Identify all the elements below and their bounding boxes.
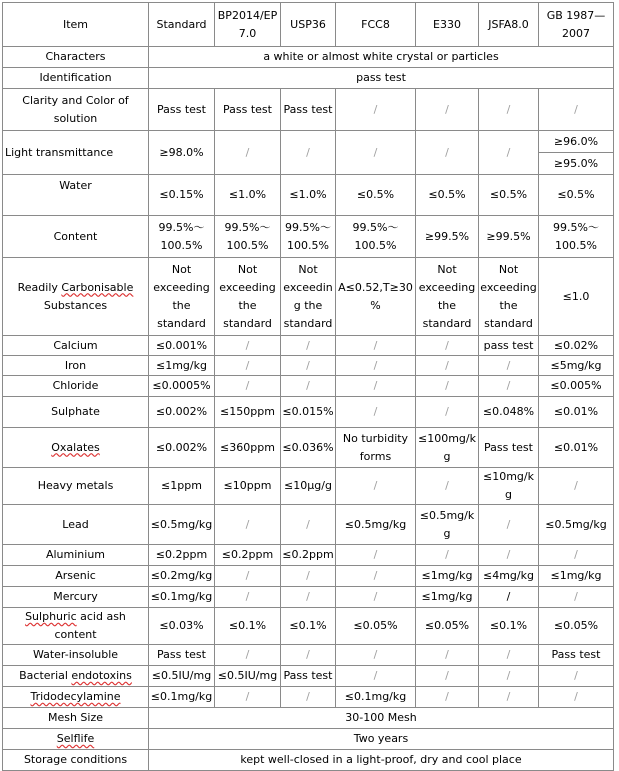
- cell-fcc: /: [336, 89, 416, 131]
- label: Calcium: [3, 336, 149, 356]
- cell-bp: /: [215, 336, 281, 356]
- cell-usp: /: [281, 587, 336, 608]
- label: Mercury: [3, 587, 149, 608]
- cell-bp: /: [215, 566, 281, 587]
- cell-fcc: ≤0.5%: [336, 175, 416, 216]
- label: Water: [3, 175, 149, 216]
- cell-e330: ≤100mg/k g: [416, 428, 479, 468]
- cell-usp: Pass test: [281, 666, 336, 687]
- header-row: [3, 3, 614, 47]
- cell-e330: /: [416, 356, 479, 376]
- cell-gb: /: [539, 666, 614, 687]
- cell-gb: ≤0.02%: [539, 336, 614, 356]
- cell-usp: ≤0.015%: [281, 397, 336, 428]
- label: Characters: [3, 47, 149, 68]
- cell-bp: ≤360ppm: [215, 428, 281, 468]
- value: Two years: [149, 729, 614, 750]
- cell-jsfa: /: [479, 666, 539, 687]
- cell-jsfa: /: [479, 131, 539, 175]
- cell-standard: Pass test: [149, 89, 215, 131]
- row-characters: [3, 47, 614, 68]
- cell-e330: /: [416, 336, 479, 356]
- cell-jsfa: ≤0.1%: [479, 608, 539, 645]
- row-clarity: [3, 89, 614, 131]
- cell-usp: /: [281, 131, 336, 175]
- cell-e330: /: [416, 131, 479, 175]
- label: Mesh Size: [3, 708, 149, 729]
- cell-gb-1: ≥96.0%: [539, 131, 614, 153]
- header-bp: BP2014/EP 7.0: [215, 3, 281, 47]
- value: 30-100 Mesh: [149, 708, 614, 729]
- cell-bp: /: [215, 376, 281, 397]
- cell-fcc: /: [336, 645, 416, 666]
- row-lead: [3, 505, 614, 545]
- cell-gb: /: [539, 587, 614, 608]
- cell-jsfa: /: [479, 505, 539, 545]
- cell-gb: ≤0.01%: [539, 397, 614, 428]
- specification-table: [2, 2, 614, 771]
- cell-gb: ≤0.5mg/kg: [539, 505, 614, 545]
- cell-usp: /: [281, 356, 336, 376]
- row-arsenic: [3, 566, 614, 587]
- cell-bp: ≤10ppm: [215, 468, 281, 505]
- cell-standard: ≤0.002%: [149, 397, 215, 428]
- label: [3, 258, 149, 336]
- cell-bp: /: [215, 356, 281, 376]
- cell-fcc: 99.5%～ 100.5%: [336, 216, 416, 258]
- cell-e330: /: [416, 666, 479, 687]
- cell-gb-2: ≥95.0%: [539, 153, 614, 175]
- cell-standard: ≤0.001%: [149, 336, 215, 356]
- cell-standard: ≤0.1mg/kg: [149, 587, 215, 608]
- cell-gb: 99.5%～ 100.5%: [539, 216, 614, 258]
- cell-e330: ≥99.5%: [416, 216, 479, 258]
- cell-jsfa: ≤10mg/kg: [479, 468, 539, 505]
- cell-bp: /: [215, 131, 281, 175]
- cell-gb: ≤0.05%: [539, 608, 614, 645]
- cell-standard: ≤0.15%: [149, 175, 215, 216]
- label: [3, 666, 149, 687]
- cell-standard: ≤0.0005%: [149, 376, 215, 397]
- cell-usp: ≤10μg/g: [281, 468, 336, 505]
- cell-standard: ≤0.5IU/mg: [149, 666, 215, 687]
- label: Iron: [3, 356, 149, 376]
- cell-bp: /: [215, 645, 281, 666]
- header-usp: USP36: [281, 3, 336, 47]
- cell-fcc: /: [336, 566, 416, 587]
- cell-bp: /: [215, 587, 281, 608]
- cell-standard: ≤1mg/kg: [149, 356, 215, 376]
- header-jsfa: JSFA8.0: [479, 3, 539, 47]
- cell-e330: /: [416, 89, 479, 131]
- cell-e330: /: [416, 687, 479, 708]
- cell-jsfa: pass test: [479, 336, 539, 356]
- cell-fcc: A≤0.52,T≥30 %: [336, 258, 416, 336]
- cell-bp: 99.5%～ 100.5%: [215, 216, 281, 258]
- cell-usp: 99.5%～ 100.5%: [281, 216, 336, 258]
- cell-jsfa: ≤0.5%: [479, 175, 539, 216]
- row-content: [3, 216, 614, 258]
- label-part: Sulphuric: [25, 610, 77, 623]
- cell-fcc: /: [336, 545, 416, 566]
- cell-bp: /: [215, 687, 281, 708]
- row-water-insoluble: [3, 645, 614, 666]
- header-gb: GB 1987—2007: [539, 3, 614, 47]
- row-carbonisable: [3, 258, 614, 336]
- cell-jsfa: /: [479, 545, 539, 566]
- cell-usp: ≤0.1%: [281, 608, 336, 645]
- cell-jsfa: /: [479, 587, 539, 608]
- cell-e330: /: [416, 545, 479, 566]
- row-iron: [3, 356, 614, 376]
- row-storage: [3, 750, 614, 771]
- row-sulphate: [3, 397, 614, 428]
- label: Identification: [3, 68, 149, 89]
- label: Selflife: [3, 729, 149, 750]
- cell-e330: /: [416, 468, 479, 505]
- cell-jsfa: /: [479, 687, 539, 708]
- cell-usp: /: [281, 687, 336, 708]
- cell-jsfa: /: [479, 645, 539, 666]
- cell-standard: ≤0.1mg/kg: [149, 687, 215, 708]
- row-oxalates: [3, 428, 614, 468]
- row-water: [3, 175, 614, 216]
- header-fcc: FCC8: [336, 3, 416, 47]
- cell-gb: ≤0.005%: [539, 376, 614, 397]
- header-standard: Standard: [149, 3, 215, 47]
- cell-gb: ≤1.0: [539, 258, 614, 336]
- cell-fcc: /: [336, 666, 416, 687]
- cell-usp: ≤0.2ppm: [281, 545, 336, 566]
- cell-e330: /: [416, 397, 479, 428]
- cell-usp: ≤1.0%: [281, 175, 336, 216]
- label: Clarity and Color of solution: [3, 89, 149, 131]
- cell-bp: ≤1.0%: [215, 175, 281, 216]
- cell-fcc: ≤0.5mg/kg: [336, 505, 416, 545]
- value: a white or almost white crystal or particles: [149, 47, 614, 68]
- label: Light transmittance: [3, 131, 149, 175]
- row-selflife: [3, 729, 614, 750]
- cell-usp: /: [281, 566, 336, 587]
- cell-jsfa: /: [479, 356, 539, 376]
- cell-e330: ≤0.05%: [416, 608, 479, 645]
- row-endotoxins: [3, 666, 614, 687]
- label: Chloride: [3, 376, 149, 397]
- row-mercury: [3, 587, 614, 608]
- label: Lead: [3, 505, 149, 545]
- row-heavy-metals: [3, 468, 614, 505]
- cell-jsfa: /: [479, 376, 539, 397]
- cell-standard: ≤0.03%: [149, 608, 215, 645]
- label: Content: [3, 216, 149, 258]
- cell-fcc: /: [336, 356, 416, 376]
- cell-fcc: /: [336, 131, 416, 175]
- cell-standard: ≥98.0%: [149, 131, 215, 175]
- row-calcium: [3, 336, 614, 356]
- cell-standard: ≤0.2ppm: [149, 545, 215, 566]
- cell-fcc: /: [336, 587, 416, 608]
- cell-gb: ≤0.5%: [539, 175, 614, 216]
- cell-jsfa: ≥99.5%: [479, 216, 539, 258]
- header-item: Item: [3, 3, 149, 47]
- cell-usp: Pass test: [281, 89, 336, 131]
- row-tridodecylamine: [3, 687, 614, 708]
- cell-jsfa: ≤0.048%: [479, 397, 539, 428]
- cell-bp: Pass test: [215, 89, 281, 131]
- cell-fcc: ≤0.05%: [336, 608, 416, 645]
- label-part: Carbonisable: [61, 280, 134, 294]
- cell-fcc: ≤0.1mg/kg: [336, 687, 416, 708]
- cell-fcc: /: [336, 336, 416, 356]
- label: [3, 608, 149, 645]
- cell-e330: Not exceeding the standard: [416, 258, 479, 336]
- cell-fcc: /: [336, 397, 416, 428]
- cell-standard: 99.5%～ 100.5%: [149, 216, 215, 258]
- cell-usp: ≤0.036%: [281, 428, 336, 468]
- cell-e330: /: [416, 376, 479, 397]
- cell-usp: /: [281, 336, 336, 356]
- label: Storage conditions: [3, 750, 149, 771]
- label-part: Readily: [17, 280, 62, 294]
- cell-bp: ≤0.5IU/mg: [215, 666, 281, 687]
- cell-jsfa: Not exceeding the standard: [479, 258, 539, 336]
- label-part: Substances: [43, 298, 108, 312]
- cell-gb: ≤0.01%: [539, 428, 614, 468]
- label: Arsenic: [3, 566, 149, 587]
- cell-gb: /: [539, 687, 614, 708]
- cell-bp: ≤0.1%: [215, 608, 281, 645]
- cell-standard: ≤0.5mg/kg: [149, 505, 215, 545]
- label: Oxalates: [3, 428, 149, 468]
- cell-e330: /: [416, 645, 479, 666]
- cell-jsfa: Pass test: [479, 428, 539, 468]
- cell-standard: ≤1ppm: [149, 468, 215, 505]
- cell-bp: /: [215, 505, 281, 545]
- cell-gb: ≤5mg/kg: [539, 356, 614, 376]
- row-aluminium: [3, 545, 614, 566]
- cell-gb: Pass test: [539, 645, 614, 666]
- cell-usp: /: [281, 505, 336, 545]
- cell-e330: ≤1mg/kg: [416, 566, 479, 587]
- cell-bp: Not exceeding the standard: [215, 258, 281, 336]
- cell-e330: ≤0.5%: [416, 175, 479, 216]
- cell-standard: Not exceeding the standard: [149, 258, 215, 336]
- row-chloride: [3, 376, 614, 397]
- cell-e330: ≤1mg/kg: [416, 587, 479, 608]
- label: Heavy metals: [3, 468, 149, 505]
- row-identification: [3, 68, 614, 89]
- cell-gb: ≤1mg/kg: [539, 566, 614, 587]
- cell-standard: ≤0.2mg/kg: [149, 566, 215, 587]
- header-e330: E330: [416, 3, 479, 47]
- cell-fcc: /: [336, 376, 416, 397]
- cell-bp: ≤150ppm: [215, 397, 281, 428]
- label: Tridodecylamine: [3, 687, 149, 708]
- cell-fcc: No turbidity forms: [336, 428, 416, 468]
- row-sulphuric-ash: [3, 608, 614, 645]
- cell-standard: Pass test: [149, 645, 215, 666]
- label: Water-insoluble: [3, 645, 149, 666]
- value: kept well-closed in a light-proof, dry and cool place: [149, 750, 614, 771]
- row-mesh-size: [3, 708, 614, 729]
- cell-usp: /: [281, 645, 336, 666]
- label-part: acid ash content: [54, 610, 126, 641]
- cell-fcc: /: [336, 468, 416, 505]
- cell-gb: /: [539, 89, 614, 131]
- label-part: Bacterial: [19, 669, 72, 682]
- cell-usp: /: [281, 376, 336, 397]
- cell-gb: /: [539, 468, 614, 505]
- value: pass test: [149, 68, 614, 89]
- row-light-transmittance: [3, 131, 614, 153]
- cell-standard: ≤0.002%: [149, 428, 215, 468]
- cell-usp: Not exceeding the standard: [281, 258, 336, 336]
- cell-jsfa: ≤4mg/kg: [479, 566, 539, 587]
- cell-gb: /: [539, 545, 614, 566]
- label-part: endotoxins: [71, 669, 132, 682]
- cell-bp: ≤0.2ppm: [215, 545, 281, 566]
- label: Aluminium: [3, 545, 149, 566]
- label: Sulphate: [3, 397, 149, 428]
- cell-e330: ≤0.5mg/k g: [416, 505, 479, 545]
- cell-jsfa: /: [479, 89, 539, 131]
